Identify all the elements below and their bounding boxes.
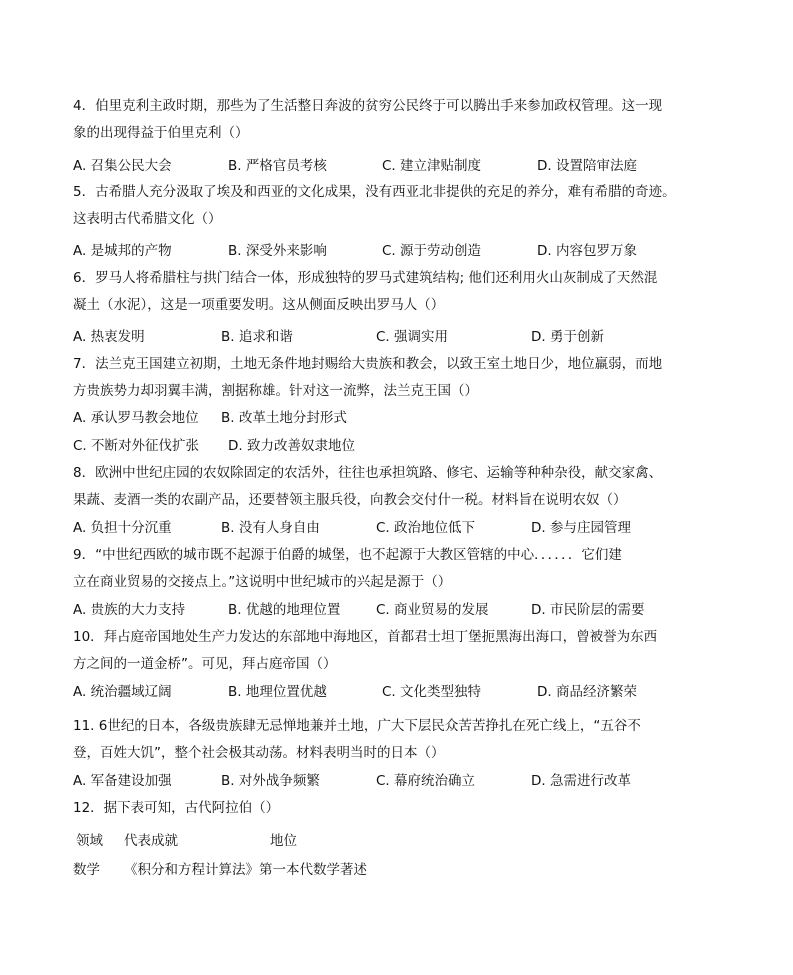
question-4-option-c: C. 建立津贴制度 <box>382 158 482 174</box>
question-7-text-line-1: 7．法兰克王国建立初期，土地无条件地封赐给大贵族和教会，以致王室土地日少，地位羸弱，而地 <box>73 356 663 372</box>
question-11-option-d: D. 急需进行改革 <box>531 773 631 789</box>
question-9-option-a: A. 贵族的大力支持 <box>73 602 186 618</box>
table-cell-field: 数学 <box>73 862 100 878</box>
question-10-option-c: C. 文化类型独特 <box>382 684 482 700</box>
question-5-text-line-2: 这表明古代希腊文化（） <box>73 211 222 227</box>
question-4-option-d: D. 设置陪审法庭 <box>537 158 637 174</box>
question-10-option-d: D. 商品经济繁荣 <box>537 684 637 700</box>
question-11-option-b: B. 对外战争频繁 <box>221 773 320 789</box>
question-8-option-d: D. 参与庄园管理 <box>531 520 631 536</box>
question-11-option-a: A. 军备建设加强 <box>73 773 172 789</box>
question-7-option-a: A. 承认罗马教会地位 <box>73 410 199 426</box>
question-8-text-line-2: 果蔬、麦酒一类的农副产品，还要替领主服兵役，向教会交付什一税。材料旨在说明农奴（） <box>73 492 627 508</box>
question-6-text-line-2: 凝土（水泥），这是一项重要发明。这从侧面反映出罗马人（） <box>73 297 445 313</box>
question-5-option-d: D. 内容包罗万象 <box>537 243 637 259</box>
question-7-text-line-2: 方贵族势力却羽翼丰满，割据称雄。针对这一流弊，法兰克王国（） <box>73 383 478 399</box>
question-9-option-c: C. 商业贸易的发展 <box>376 602 489 618</box>
question-4-option-a: A. 召集公民大会 <box>73 158 172 174</box>
table-cell-achievement: 《积分和方程计算法》第一本代数学著述 <box>124 862 367 878</box>
question-9-text-line-1: 9．“中世纪西欧的城市既不起源于伯爵的城堡，也不起源于大教区管辖的中心．．．．．．它们建 <box>73 547 622 563</box>
question-7-option-c: C. 不断对外征伐扩张 <box>73 438 200 454</box>
question-6-text-line-1: 6．罗马人将希腊柱与拱门结合一体，形成独特的罗马式建筑结构; 他们还利用火山灰制成了天然混 <box>73 270 658 286</box>
question-5-text-line-1: 5．古希腊人充分汲取了埃及和西亚的文化成果，没有西亚北非提供的充足的养分，难有希腊的奇迹。 <box>73 184 676 200</box>
question-4-option-b: B. 严格官员考核 <box>228 158 327 174</box>
question-6-option-b: B. 追求和谐 <box>221 329 293 345</box>
question-10-text-line-2: 方之间的一道金桥”。可见，拜占庭帝国（） <box>73 656 337 672</box>
question-12-text-line-1: 12．据下表可知，古代阿拉伯（） <box>73 800 280 816</box>
question-5-option-c: C. 源于劳动创造 <box>382 243 482 259</box>
question-7-option-b: B. 改革土地分封形式 <box>221 410 347 426</box>
question-7-option-d: D. 致力改善奴隶地位 <box>228 438 355 454</box>
question-10-option-a: A. 统治疆域辽阔 <box>73 684 172 700</box>
table-header-status: 地位 <box>270 833 297 849</box>
question-5-option-b: B. 深受外来影响 <box>228 243 327 259</box>
table-header-field: 领域 <box>76 833 103 849</box>
question-6-option-d: D. 勇于创新 <box>531 329 604 345</box>
question-11-option-c: C. 幕府统治确立 <box>376 773 476 789</box>
question-8-option-a: A. 负担十分沉重 <box>73 520 172 536</box>
question-11-text-line-2: 登，百姓大饥”，整个社会极其动荡。材料表明当时的日本（） <box>73 745 445 761</box>
table-header-achievement: 代表成就 <box>124 833 178 849</box>
question-10-option-b: B. 地理位置优越 <box>228 684 327 700</box>
question-10-text-line-1: 10．拜占庭帝国地处生产力发达的东部地中海地区，首都君士坦丁堡扼黑海出海口，曾被誉为东西 <box>73 629 658 645</box>
question-8-option-c: C. 政治地位低下 <box>376 520 476 536</box>
question-9-option-b: B. 优越的地理位置 <box>228 602 341 618</box>
question-9-option-d: D. 市民阶层的需要 <box>531 602 645 618</box>
question-4-text-line-2: 象的出现得益于伯里克利（） <box>73 125 249 141</box>
question-8-text-line-1: 8．欧洲中世纪庄园的农奴除固定的农活外，往往也承担筑路、修宅、运输等种种杂役，献交家禽、 <box>73 465 663 481</box>
question-5-option-a: A. 是城邦的产物 <box>73 243 172 259</box>
question-6-option-a: A. 热衷发明 <box>73 329 145 345</box>
question-6-option-c: C. 强调实用 <box>376 329 449 345</box>
question-9-text-line-2: 立在商业贸易的交接点上。”这说明中世纪城市的兴起是源于（） <box>73 574 452 590</box>
question-4-text-line-1: 4．伯里克利主政时期，那些为了生活整日奔波的贫穷公民终于可以腾出手来参加政权管理。这一现 <box>73 98 663 114</box>
question-11-text-line-1: 11. 6世纪的日本，各级贵族肆无忌惮地兼并土地，广大下层民众苦苦挣扎在死亡线上，“五谷不 <box>73 718 641 734</box>
question-8-option-b: B. 没有人身自由 <box>221 520 320 536</box>
